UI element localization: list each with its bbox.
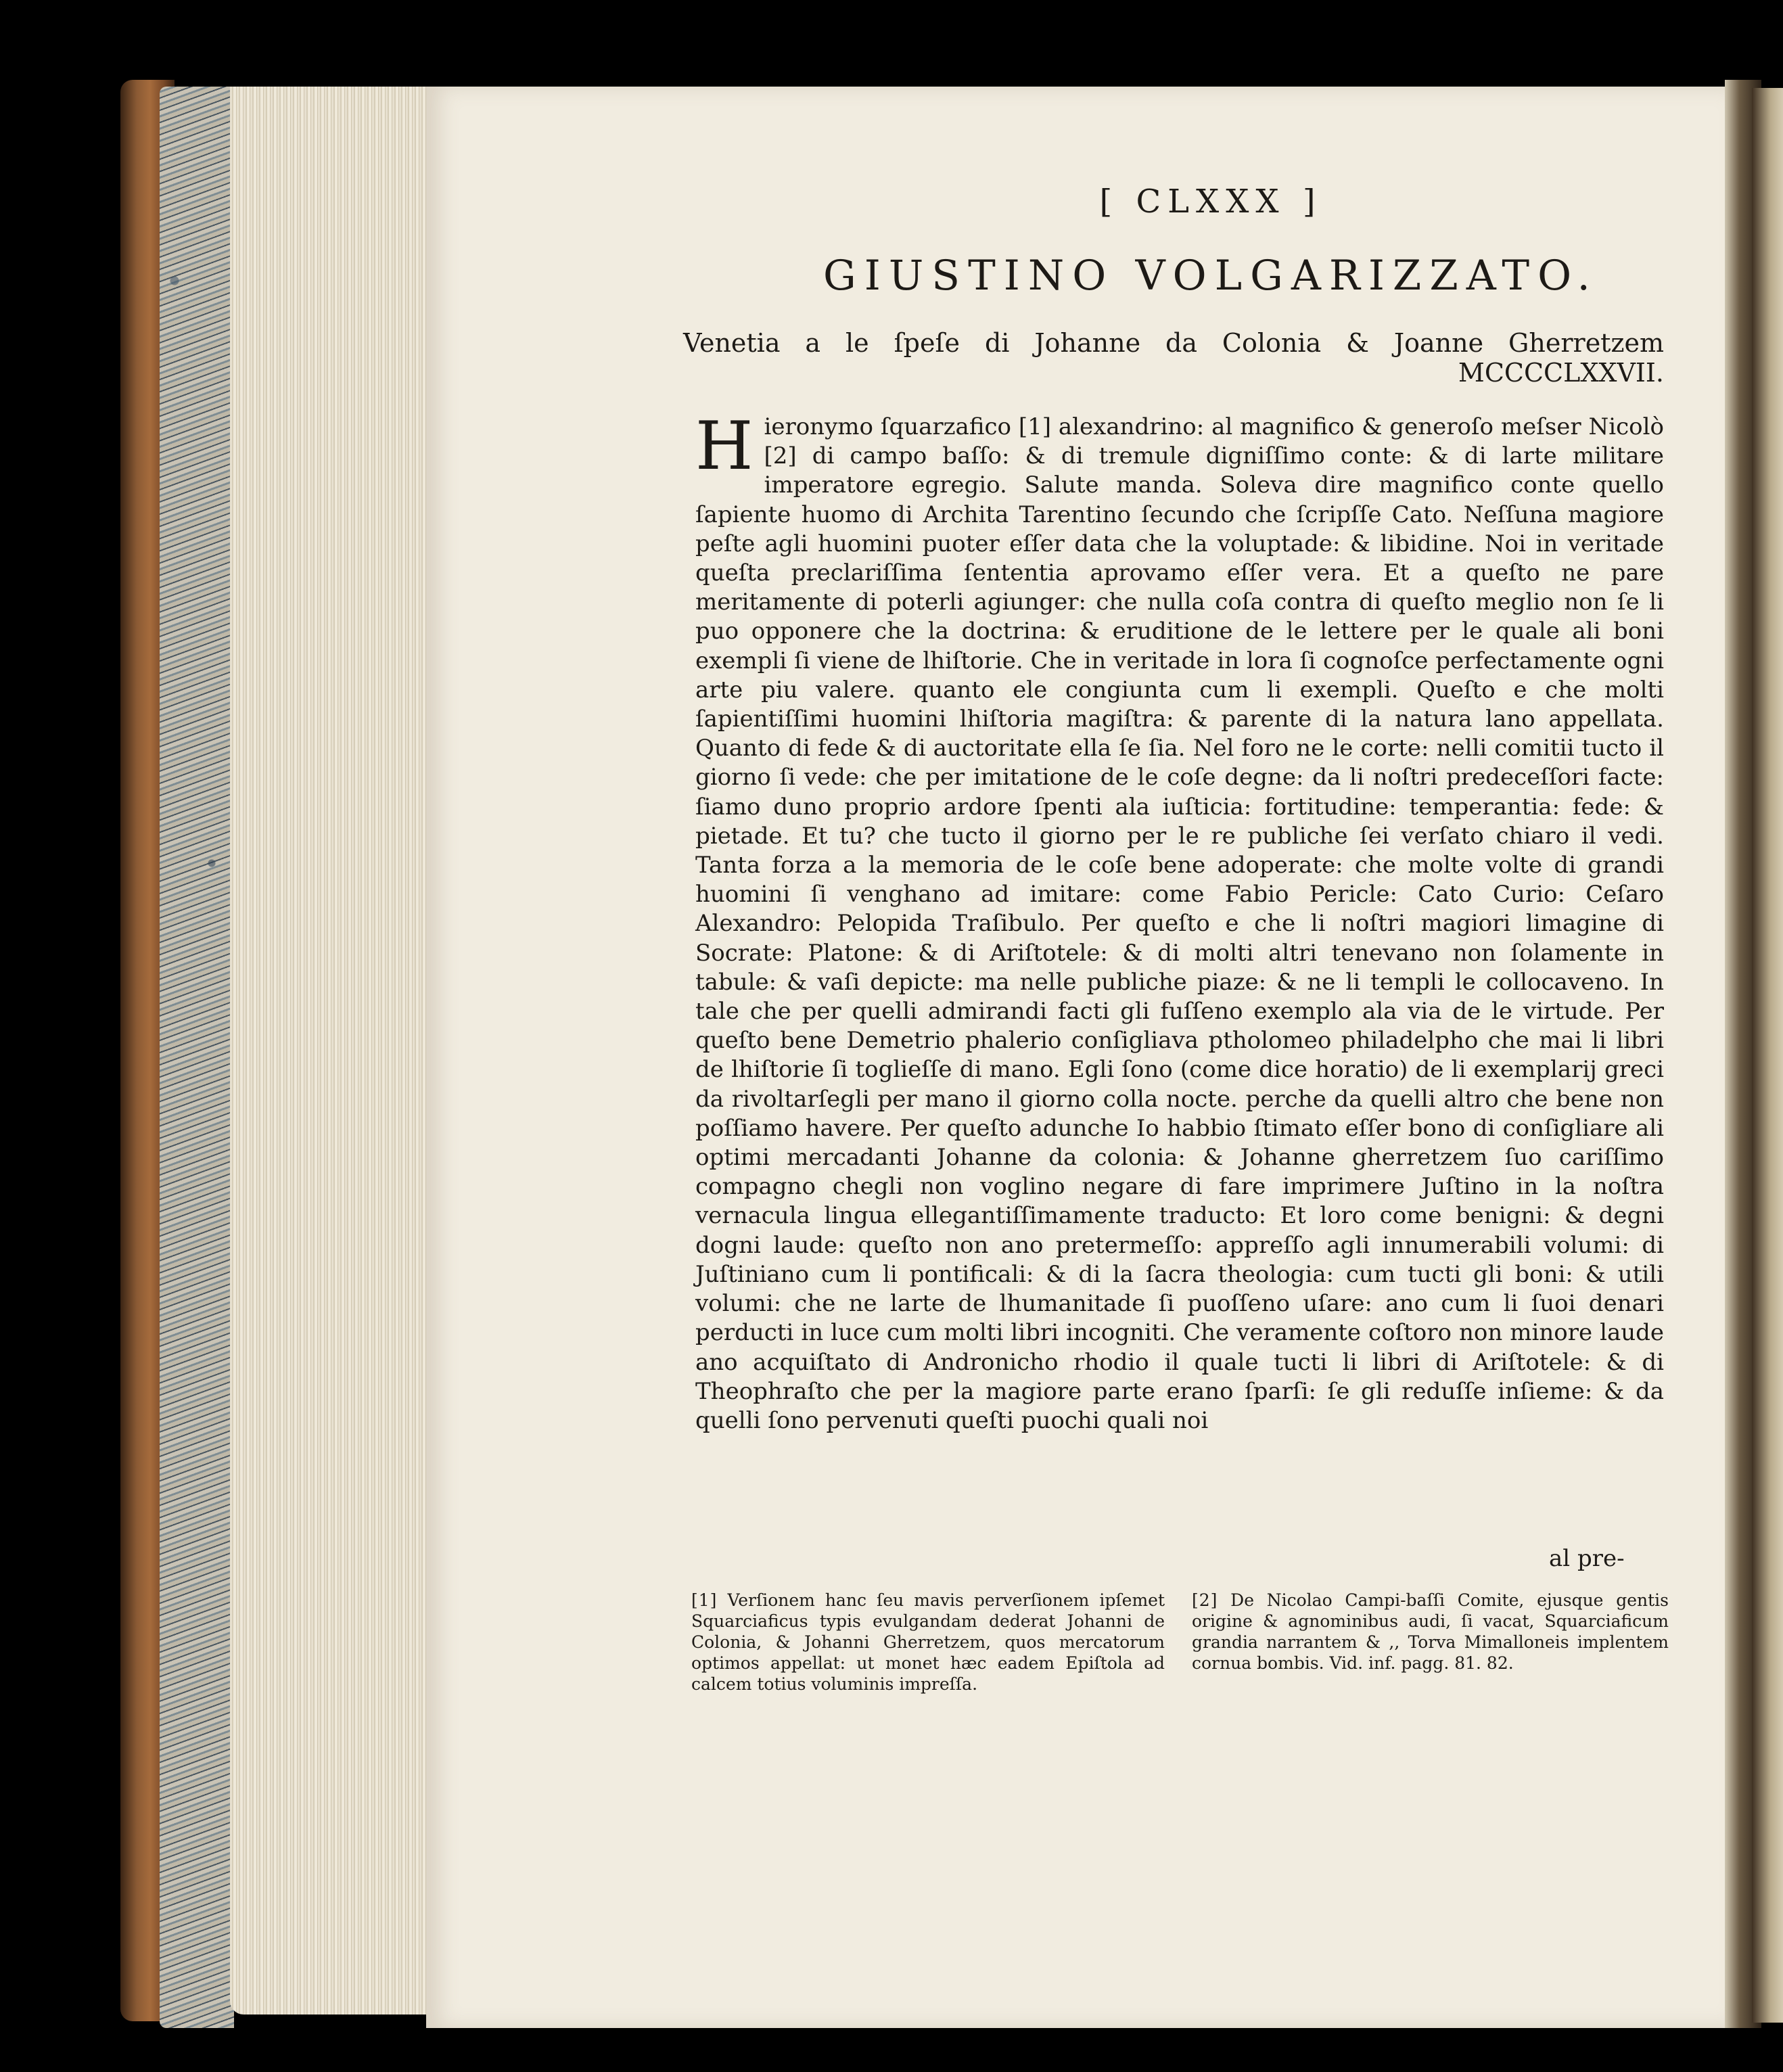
marbled-page-edge xyxy=(160,87,234,2028)
footnote xyxy=(691,1590,1165,1695)
page-block-edge xyxy=(230,87,430,2015)
body-paragraph: ieronymo ſquarzafico [1] alexandrino: al magnifico & generoſo meſser Nicolò [2] di campo baſſo: & di tremule digniſſimo conte: & di larte militare imperatore egregio. Salute manda. Soleva dire magnifico conte quello ſapiente huomo di Archita Tarentino ſecundo che ſcripſſe Cato. Neſſuna magiore peſte agli huomini puoter eſſer data che la voluptade: & libidine. Noi in veritade queſta preclariſſima ſententia aprovamo eſſer vera. Et a queſto ne pare meritamente di poterli agiunger: che nulla coſa contra di queſto meglio non ſe li puo opponere che la doctrina: & eruditione de le lettere per le quale ali boni exempli ſi viene de lhiſtorie. Che in veritade in lora ſi cognoſce perfectamente ogni arte piu valere. quanto ele congiunta cum li exempli. Queſto e che molti ſapientiſſimi huomini lhiſtoria magiſtra: & parente di la natura lano appellata. Quanto di fede & di auctoritate ella ſe ſia. Nel foro ne le corte: nelli comitii tucto il giorno ſi vede: che per imitatione de le coſe degne: da li noſtri predeceſſori facte: ſiamo duno proprio ardore ſpenti ala iuſticia: fortitudine: temperantia: fede: & pietade. Et tu? che tucto il giorno per le re publiche ſei verſato chiaro il vedi. Tanta forza a la memoria de le coſe bene adoperate: che molte volte di grandi huomini ſi venghano ad imitare: come Fabio Pericle: Cato Curio: Ceſaro Alexandro: Pelopida Traſibulo. Per queſto e che li noſtri magiori limagine di Socrate: Platone: & di Ariſtotele: & di molti altri tenevano non ſolamente in tabule: & vaſi depicte: ma nelle publiche piaze: & ne li templi le collocaveno. In tale che per quelli admirandi facti gli fuſſeno exemplo ala via de le virtude. Per queſto bene Demetrio phalerio conſigliava ptholomeo philadelpho che mai li libri de lhiſtorie ſi toglieſſe di mano. Egli ſono (come dice horatio) de li exemplarij greci da rivoltarſegli per mano il giorno colla nocte. perche da quelli altro che bene non poſſiamo havere. Per queſto adunche Io habbio ſtimato eſſer bono di conſigliare ali optimi mercadanti Johanne da colonia: & Johanne gherretzem ſuo cariſſimo compagno chegli non voglino negare di fare imprimere Juſtino in la noſtra vernacula lingua ellegantiſſimamente traducto: Et loro come benigni: & degni dogni laude: queſto non ano pretermeſſo: appreſſo agli innumerabili volumi: di Juſtiniano cum li pontificali: & di la ſacra theologia: cum tucti gli boni: & utili volumi: che ne larte de lhumanitade ſi puoſſeno uſare: ano cum li ſuoi denari perducti in luce cum molti libri incogniti. Che veramente coſtoro non minore laude ano acquiſtato di Andronicho rhodio il quale tucti li libri di Ariſtotele: & di Theophraſto che per la magiore parte erano ſparſi: ſe gli reduſſe inſieme: & da quelli ſono pervenuti queſti puochi quali noi xyxy=(695,413,1664,1434)
footnote xyxy=(1192,1590,1669,1674)
footnote-mark: [1] xyxy=(691,1590,718,1610)
footnote-text: De Nicolao Campi-baſſi Comite, ejusque gentis origine & agnominibus audi, ſi vacat, Squarciaficum grandia narrantem & ,, Torva Mimalloneis implentem cornua bombis. Vid. inf. pagg. 81. 82. xyxy=(1192,1590,1669,1673)
facing-page-edge xyxy=(1752,88,1783,2023)
catchword: al pre- xyxy=(1549,1545,1625,1572)
page-number: [ CLXXX ] xyxy=(1099,183,1322,221)
footnote-text: Verſionem hanc ſeu mavis perverſionem ipſemet Squarciaficus typis evulgandam dederat Johanni de Colonia, & Johanni Gherretzem, quos mercatorum optimos appellat: ut monet hæc eadem Epiſtola ad calcem totius voluminis impreſſa. xyxy=(691,1590,1165,1694)
footnote-mark: [2] xyxy=(1192,1590,1218,1610)
drop-cap: H xyxy=(695,408,754,485)
page-title: GIUSTINO VOLGARIZZATO. xyxy=(823,252,1598,300)
imprint-statement: Venetia a le ſpeſe di Johanne da Colonia & Joanne Gherretzem MCCCCLXXVII. xyxy=(683,328,1664,388)
body-text xyxy=(695,408,1664,1435)
